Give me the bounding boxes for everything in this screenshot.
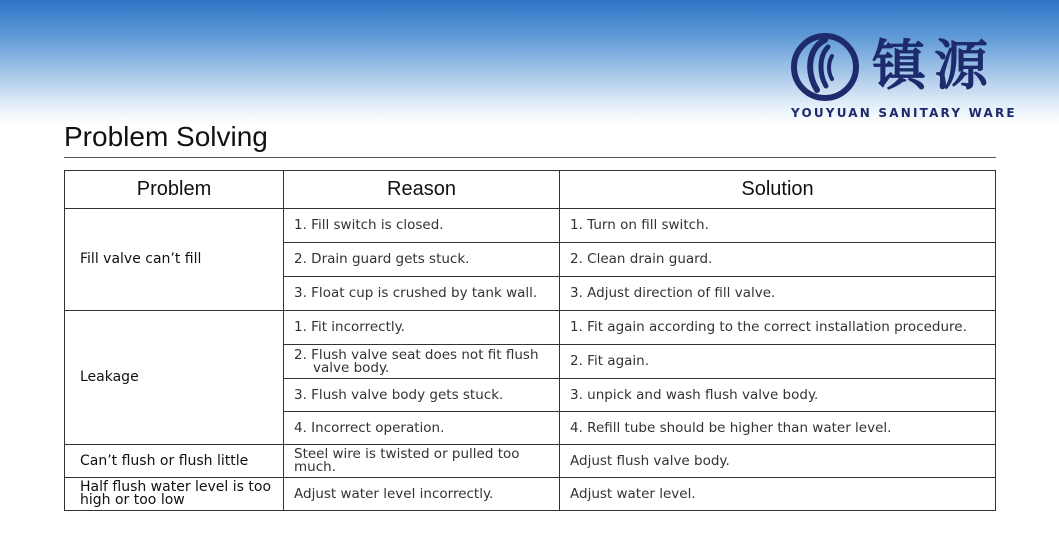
solution-cell: Adjust flush valve body. xyxy=(560,445,996,478)
solution-cell: 4. Refill tube should be higher than water level. xyxy=(560,412,996,445)
reason-cell: 4. Incorrect operation. xyxy=(284,412,560,445)
solution-cell: Adjust water level. xyxy=(560,478,996,511)
solution-cell: 1. Turn on fill switch. xyxy=(560,209,996,243)
reason-cell xyxy=(284,445,560,478)
reason-cell: 1. Fill switch is closed. xyxy=(284,209,560,243)
table-row xyxy=(65,445,996,478)
reason-cell xyxy=(284,345,560,379)
brand-name-chinese: 镇源 xyxy=(872,34,996,97)
header-problem: Problem xyxy=(65,171,284,209)
problem-cell: Leakage xyxy=(65,311,284,445)
header-solution: Solution xyxy=(560,171,996,209)
reason-line: 2. Flush valve seat does not fit flush xyxy=(294,346,539,363)
brand-logo xyxy=(790,30,1017,125)
reason-cell: 3. Flush valve body gets stuck. xyxy=(284,379,560,412)
table-header-row xyxy=(65,171,996,209)
brand-name-english: YOUYUAN SANITARY WARE xyxy=(791,106,1017,120)
reason-cell: 2. Drain guard gets stuck. xyxy=(284,243,560,277)
table-row xyxy=(65,478,996,511)
page-title: Problem Solving xyxy=(64,121,268,152)
reason-line: Steel wire is twisted or pulled too xyxy=(294,446,520,462)
solution-cell: 1. Fit again according to the correct installation procedure. xyxy=(560,311,996,345)
table-row xyxy=(65,209,996,243)
problem-line: Half flush water level is too xyxy=(80,479,272,495)
problem-cell xyxy=(65,478,284,511)
solution-cell: 3. Adjust direction of fill valve. xyxy=(560,277,996,311)
solution-cell: 2. Clean drain guard. xyxy=(560,243,996,277)
reason-line: valve body. xyxy=(313,359,390,376)
problem-solving-table xyxy=(64,170,996,511)
problem-cell: Fill valve can’t fill xyxy=(65,209,284,311)
title-divider xyxy=(64,157,996,158)
solution-cell: 2. Fit again. xyxy=(560,345,996,379)
header-reason: Reason xyxy=(284,171,560,209)
solution-cell: 3. unpick and wash flush valve body. xyxy=(560,379,996,412)
table-row xyxy=(65,311,996,345)
problem-cell: Can’t flush or flush little xyxy=(65,445,284,478)
swirl-logo-icon xyxy=(790,32,860,102)
reason-cell: 1. Fit incorrectly. xyxy=(284,311,560,345)
reason-cell: Adjust water level incorrectly. xyxy=(284,478,560,511)
reason-cell: 3. Float cup is crushed by tank wall. xyxy=(284,277,560,311)
reason-line: much. xyxy=(294,459,336,475)
problem-line: high or too low xyxy=(80,492,185,508)
